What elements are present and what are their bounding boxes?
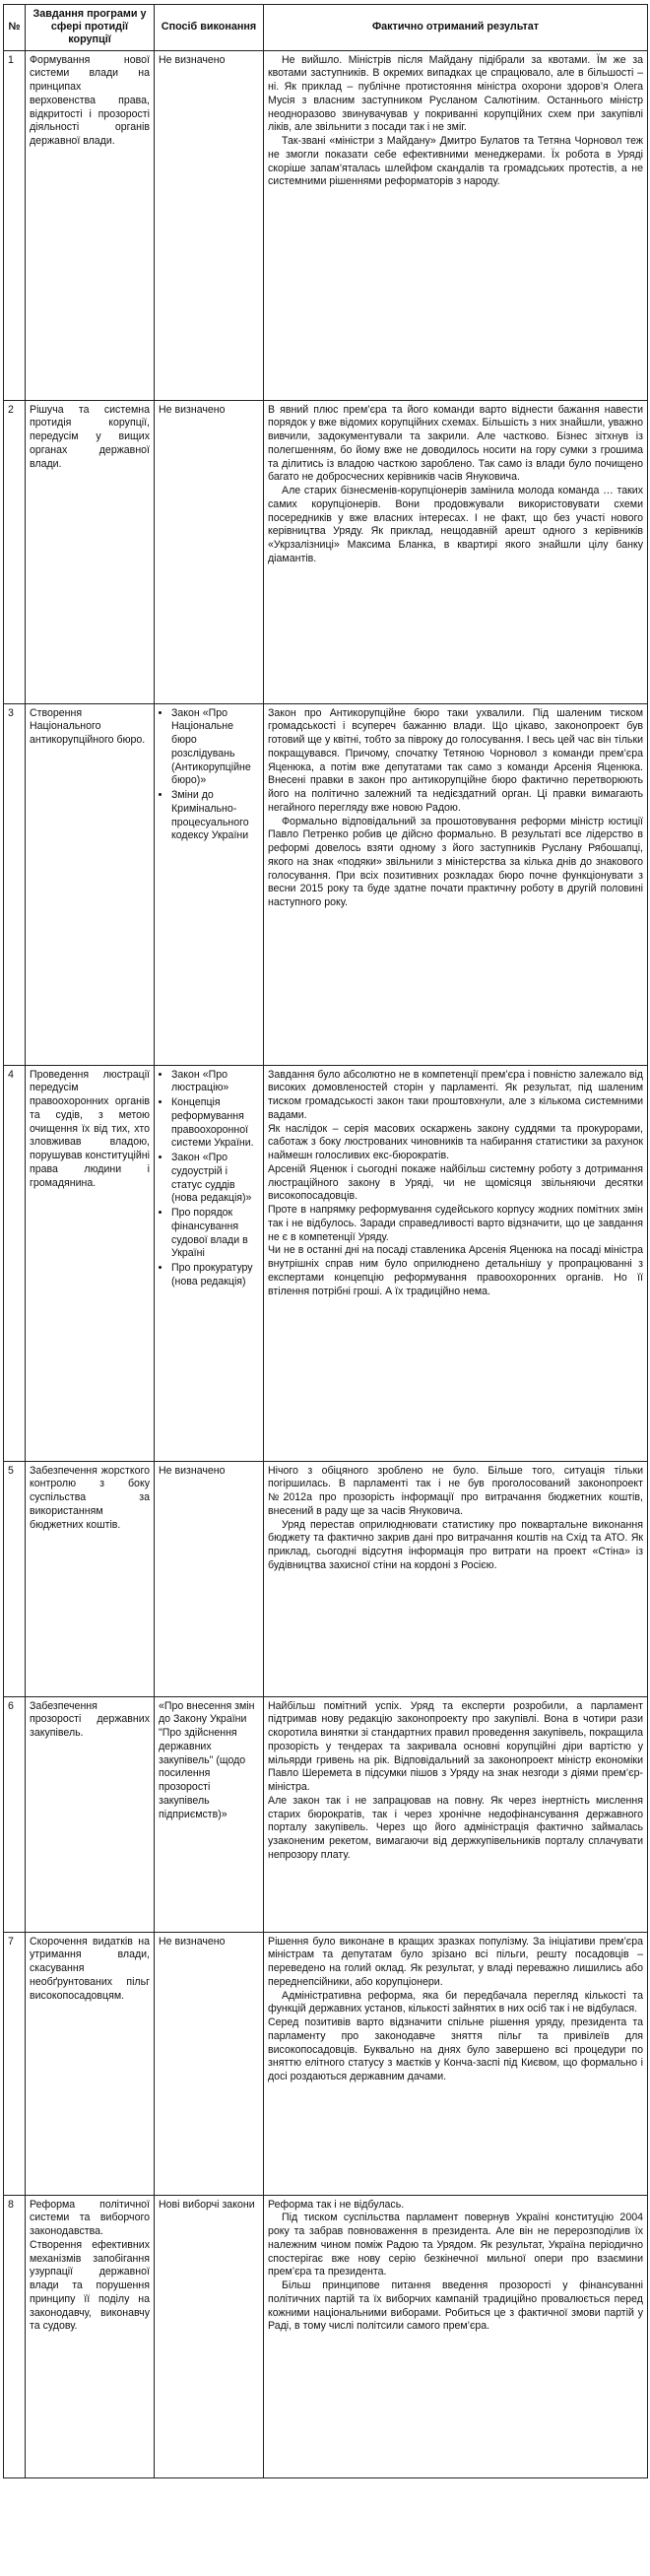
task-cell: Рішуча та системна протидія корупції, передусім у вищих органах державної влади. — [26, 400, 155, 703]
result-paragraph: Не вийшло. Міністрів після Майдану підібрали за квотами. Їм же за квотами заступників. В окремих випадках це спрацювало, але в більшості – ні. Як приклад – публічне протистояння міністра охорони здоров’я Олега Мусія з власним заступником Русланом Салютіним. Останнього міністр неодноразово звинувачував у покриванні корупційних схем при закупівлі ліків, але звільнити з посади так і не зміг. — [268, 53, 643, 134]
row-number: 4 — [4, 1065, 26, 1461]
row-number: 3 — [4, 703, 26, 1065]
result-paragraph: Реформа так і не відбулась. — [268, 2198, 405, 2211]
result-paragraph: Найбільш помітний успіх. Уряд та експерти розробили, а парламент підтримав нову редакцію законопроекту про закупівлі. Вона в чотири рази скоротила винятки зі стандартних правил проведення закупівель, покращила прозорість у тендерах та закривала основні корупційні діри вартістю у мільярди гривень на рік. Відповідальний за законопроект міністр економіки Павло Шеремета в підсумки пішов з Уряду на знак незгоди з діями прем’єр-міністра. — [268, 1699, 643, 1794]
result-cell — [264, 1065, 648, 1461]
result-paragraph: Рішення було виконане в кращих зразках популізму. За ініціативи прем’єра міністрам та депутатам було зрізано всі пільги, решту посадовців – переведено на голий оклад. Як результат, у владі переважно лишились або переднепсійники, або корупціонери. — [268, 1935, 643, 1988]
row-number: 6 — [4, 1696, 26, 1932]
result-paragraph: Адміністративна реформа, яка би передбачала перегляд кількості та функцій державних установ, кількості зайнятих в них осіб так і не відбулася. — [268, 1989, 643, 2015]
result-paragraph: Серед позитивів варто відзначити спільне рішення уряду, президента та парламенту про законодавче зняття пільг та привілеїв для високопосадовців. Буквально на днях було завершено всі процедури по зняттю елітного статусу з маєтків у Конча-заспі під Києвом, що формально і досі роздаються державним дачами. — [268, 2016, 643, 2083]
result-cell — [264, 1932, 648, 2195]
result-paragraph: Арсеній Яценюк і сьогодні покаже найбільш системну роботу з дотримання люстраційного закону в Уряді, чи не щомісяця звільняючи десятки високопосадовців. — [268, 1162, 643, 1203]
result-paragraph: Але старих бізнесменів-корупціонерів замінила молода команда … таких самих корупціонерів. Вони продовжували використовувати схеми посередників у вже власних інтересах. І не факт, що без участі нового керівництва Уряду. Як приклад, нещодавній арешт одного з керівників «Укрзалізниці» Максима Бланка, в квартирі якого знайшли цілу банку діамантів. — [268, 485, 643, 564]
row-number: 8 — [4, 2195, 26, 2477]
header-task: Завдання програми у сфері протидії корупції — [26, 5, 155, 51]
method-cell — [155, 703, 264, 1065]
method-list-item: • Закон «Про люстрацію» — [171, 1069, 259, 1096]
task-cell: Реформа політичної системи та виборчого законодавства. Створення ефективних механізмів запобігання узурпації державної влади та порушення принципу її поділу на законодавчу, виконавчу та судову. — [26, 2195, 155, 2477]
method-list-item: • Концепція реформування правоохоронної системи України. — [171, 1096, 259, 1151]
result-paragraph: В явний плюс прем’єра та його команди варто віднести бажання навести порядок у вже відомих корупційних схемах. Більшість з них знайшли, уважно вивчили, задокументували та закрили. Але частково. Бізнес зітхнув із полегшенням, бо йому вже не доводилось носити на гору сумки з грошима та ділитись із владою часткою зароблено. Так само із влади було почищено багато не добросчесних керівників часів Януковича. — [268, 403, 643, 484]
method-list-item: • Зміни до Кримінально-процесуального кодексу України — [171, 789, 259, 843]
result-paragraph: Під тиском суспільства парламент повернув Україні конституцію 2004 року та забрав повноваження в президента. Але він не перерозподілив їх належним чином поміж Радою та Урядом. Як результат, Україна періодично спостерігає вже нову серію безкінечної мильної опери про взаємини прем’єра та президента. — [268, 2212, 643, 2279]
task-cell: Забезпечення прозорості державних закупівель. — [26, 1696, 155, 1932]
method-cell: Нові виборчі закони — [155, 2195, 264, 2477]
method-cell: Не визначено — [155, 400, 264, 703]
header-result: Фактично отриманий результат — [264, 5, 648, 51]
result-paragraph: Так-звані «міністри з Майдану» Дмитро Булатов та Тетяна Чорновол теж не змогли показати себе ефективними менеджерами. Їх робота в Уряді скоріше запам’яталась шлейфом скандалів та громадських протестів, а не системними рішеннями реформаторів з народу. — [268, 135, 643, 188]
method-list — [159, 707, 259, 844]
result-paragraph: Закон про Антикорупційне бюро таки ухвалили. Під шаленим тиском громадськості і всупереч бажанню влади. Що цікаво, законопроект був готовий ще у квітні, тобто за півроку до голосування. І весь цей час він тільки покращувався. Причому, спочатку Тетяною Чорновол з команди прем’єра Яценюка, а потім вже депутатами так само з команди Арсенія Яценюка. Внесені правки в закон про антикорупційне бюро фактично перетворюють його на політично залежний та недієздатний орган. Ці правки вимагають негайного перегляду вже новою Радою. — [268, 706, 643, 814]
table-row — [4, 400, 648, 703]
table-row — [4, 703, 648, 1065]
method-cell — [155, 1065, 264, 1461]
result-cell — [264, 2195, 648, 2477]
result-cell — [264, 50, 648, 400]
table-header-row — [4, 5, 648, 51]
result-paragraph: Нічого з обіцяного зроблено не було. Більше того, ситуація тільки погіршилась. В парламенті так і не був проголосований законопроект №2012а про прозорість інформації про витрачання бюджетних коштів, внесений в раду ще за часів Януковича. — [268, 1464, 643, 1517]
method-list-item: • Про порядок фінансування судової влади в Україні — [171, 1207, 259, 1261]
task-cell: Проведення люстрації передусім правоохоронних органів та судів, з метою очищення їх від тих, хто зловживав владою, порушував конституційні права людини і громадянина. — [26, 1065, 155, 1461]
method-list-item: • Закон «Про судоустрій і статус суддів (нова редакція)» — [171, 1152, 259, 1206]
anticorruption-report-table — [3, 4, 648, 2478]
table-row — [4, 50, 648, 400]
method-list-item: • Про прокуратуру (нова редакція) — [171, 1262, 259, 1289]
method-cell: Не визначено — [155, 1932, 264, 2195]
result-paragraph: Завдання було абсолютно не в компетенції прем’єра і повністю залежало від високих домовленостей сторін у парламенті. Як результат, під шаленим тиском громадськості закон таки проштовхнули, але з кількома системними вадами. — [268, 1068, 643, 1121]
task-cell: Скорочення видатків на утримання влади, скасування необґрунтованих пільг високопосадовцям. — [26, 1932, 155, 2195]
row-number: 2 — [4, 400, 26, 703]
header-method: Спосіб виконання — [155, 5, 264, 51]
task-cell: Формування нової системи влади на принципах верховенства права, відкритості і прозорості діяльності органів державної влади. — [26, 50, 155, 400]
method-list-item: • Закон «Про Національне бюро розслідувань (Антикорупційне бюро)» — [171, 707, 259, 789]
table-row — [4, 1461, 648, 1696]
result-cell — [264, 703, 648, 1065]
task-cell: Забезпечення жорсткого контролю з боку суспільства за використанням бюджетних коштів. — [26, 1461, 155, 1696]
result-paragraph: Але закон так і не запрацював на повну. Як через інертність мислення старих бюрократів, так і через хронічне недофінансування державного порталу закупівель. Через що його адміністрація фактично займалась узаконеним рекетом, вимагаючи від держкупівельників порталу сплачувати непрозору плату. — [268, 1794, 643, 1861]
row-number: 5 — [4, 1461, 26, 1696]
task-cell: Створення Національного антикорупційного бюро. — [26, 703, 155, 1065]
result-paragraph: Як наслідок – серія масових оскаржень закону суддями та прокурорами, саботаж з боку люстрованих чиновників та набирання статистики за рахунок наймешн голосливих екс-бюрократів. — [268, 1122, 643, 1162]
table-row — [4, 2195, 648, 2477]
row-number: 7 — [4, 1932, 26, 2195]
table-row — [4, 1696, 648, 1932]
table-row — [4, 1932, 648, 2195]
row-number: 1 — [4, 50, 26, 400]
method-list — [159, 1069, 259, 1289]
result-cell — [264, 400, 648, 703]
result-paragraph: Уряд перестав оприлюднювати статистику про поквартальне виконання бюджету та фактично закрив дані про витрачання коштів на Схід та АТО. Як приклад, сьогодні відсутня інформація про витрати на проект «Стіна» із будівництва захисної стіни на кордоні з Росією. — [268, 1518, 643, 1571]
result-paragraph: Більш принципове питання введення прозорості у фінансуванні політичних партій та їх виборчих кампаній традиційно провалюється перед кожними національними виборами. Робиться це з фактичної змови партій у Раді, в тому числі політсили самого прем’єра. — [268, 2279, 643, 2333]
result-paragraph: Чи не в останні дні на посаді ставленика Арсенія Яценюка на посаді міністра внутрішніх справ ним було оприлюднено детальнішу у пропрацюванні з експертами концепцію реформування правоохоронних органів. Но її втілення потрібні гроші. А їх традиційно нема. — [268, 1244, 643, 1297]
result-paragraph: Проте в напрямку реформування судейського корпусу жодних помітних змін так і не відбулось. Заради справедливості варто відзначити, що це завдання не є в компетенції Уряду. — [268, 1204, 643, 1243]
header-number: № — [4, 5, 26, 51]
table-row — [4, 1065, 648, 1461]
method-cell: Не визначено — [155, 50, 264, 400]
result-cell — [264, 1461, 648, 1696]
method-cell: «Про внесення змін до Закону України "Про здійснення державних закупівель" (щодо посилення прозорості закупівель підприємств)» — [155, 1696, 264, 1932]
method-cell: Не визначено — [155, 1461, 264, 1696]
result-paragraph: Формально відповідальний за прошотовування реформи міністр юстиції Павло Петренко робив це дійсно формально. В результаті все лідерство в реформі довелось взяти одному з його заступників Руслану Рябошапці, якого на знак «подяки» звільнили з міністерства за кілька днів до знакового голосування. При всіх позитивних розкладах бюро почне функціонувати з весни 2015 року та буде здатне почати практичну роботу в другій половині наступного року. — [268, 815, 643, 909]
result-cell — [264, 1696, 648, 1932]
